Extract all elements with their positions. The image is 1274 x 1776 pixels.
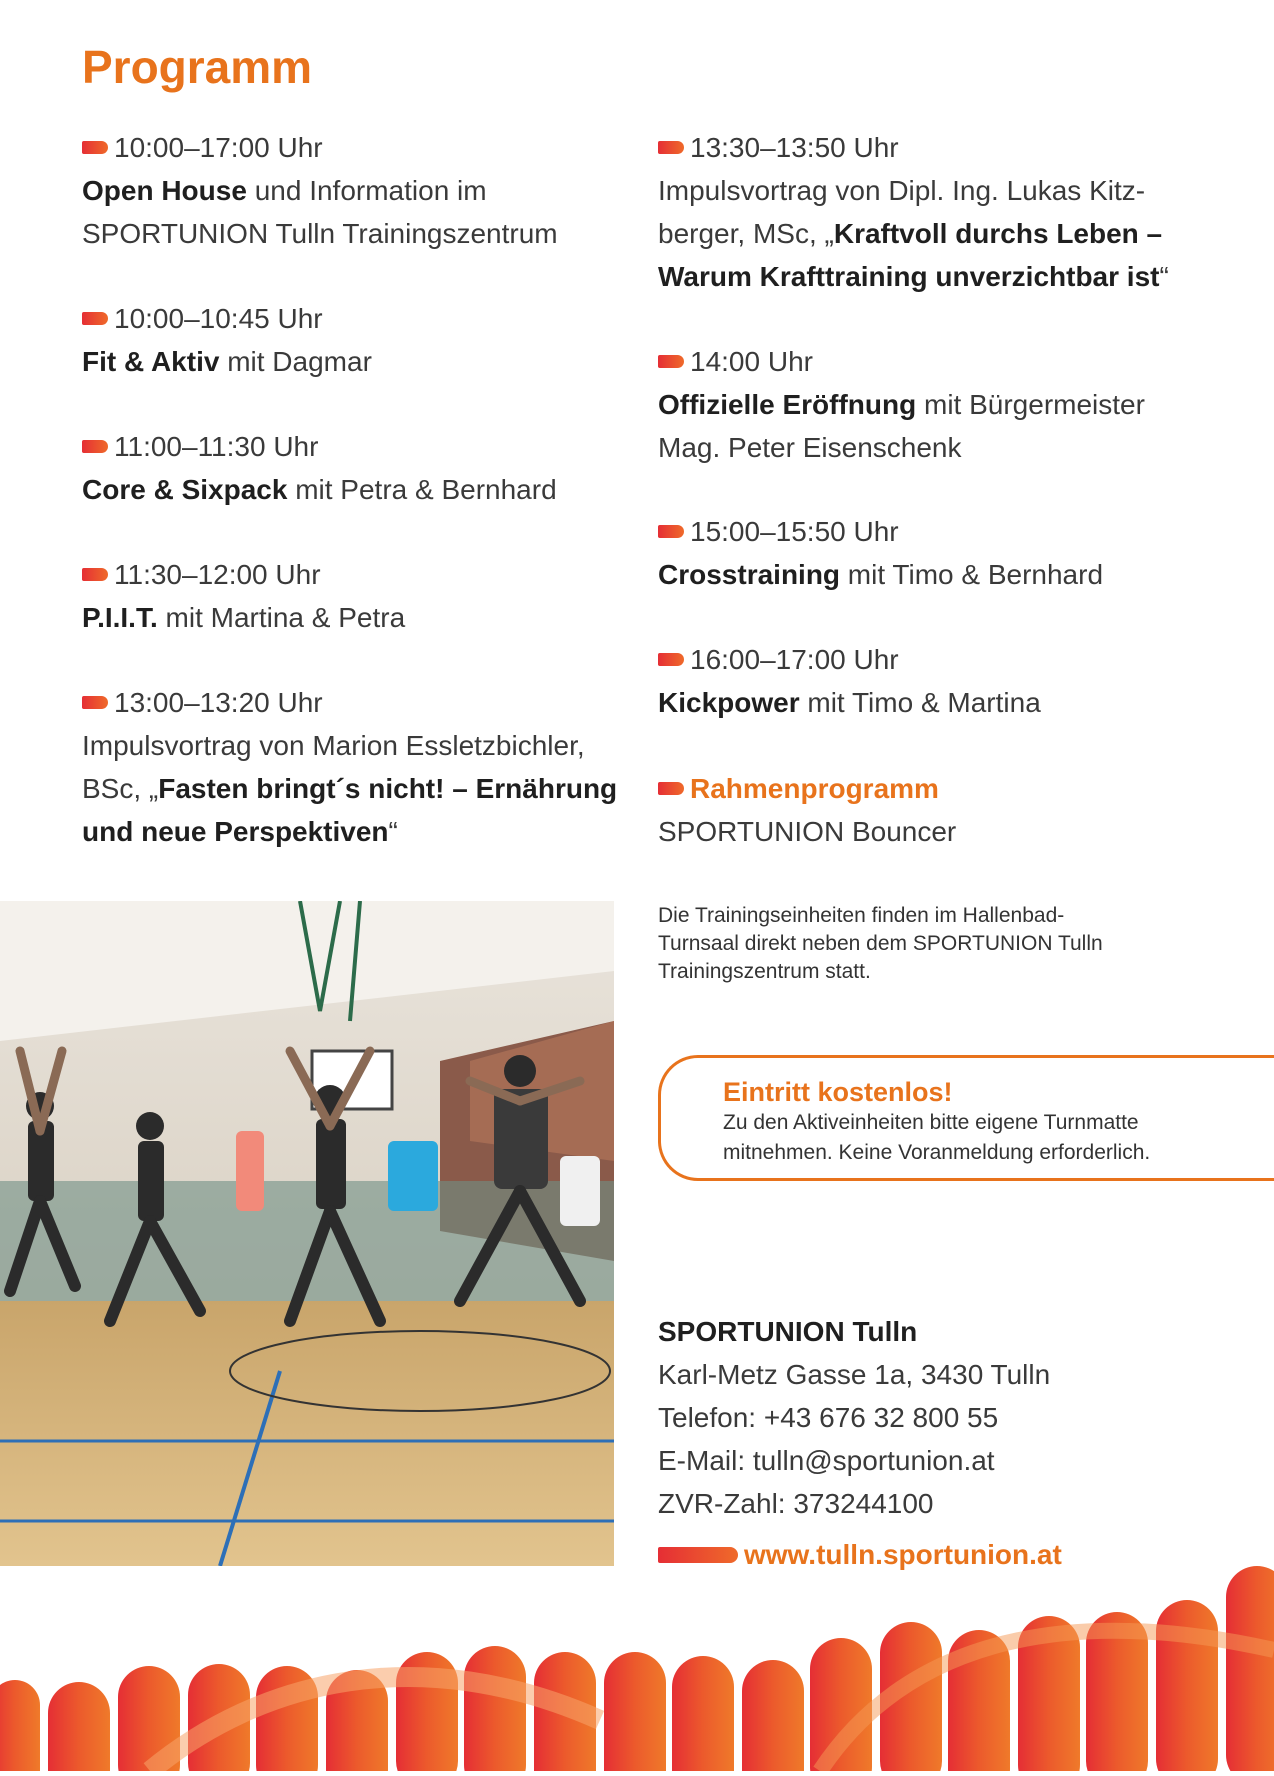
schedule-desc-end: “: [388, 816, 398, 847]
admission-box: [658, 1055, 1274, 1181]
arrow-marker-icon: [82, 568, 108, 581]
contact-phone[interactable]: Telefon: +43 676 32 800 55: [658, 1402, 999, 1433]
schedule-time: 10:00–17:00 Uhr: [114, 132, 323, 163]
schedule-item: [82, 297, 642, 383]
website-link[interactable]: www.tulln.sportunion.at: [744, 1539, 1062, 1570]
gym-group-photo: [0, 901, 614, 1566]
schedule-title: Kraftvoll durchs Leben – Warum Krafttraining unverzichtbar ist: [658, 218, 1163, 292]
schedule-item: [82, 553, 642, 639]
page-title: Programm: [82, 41, 313, 93]
schedule-desc: Impulsvortrag von Dipl. Ing. Lukas Kitz-berger, MSc, „: [658, 175, 1146, 249]
arrow-marker-icon: [658, 653, 684, 666]
schedule-title: Offizielle Eröffnung: [658, 389, 917, 420]
arrow-marker-icon: [82, 141, 108, 154]
schedule-desc: Impulsvortrag von Marion Essletzbichler, BSc, „: [82, 730, 585, 804]
contact-address: Karl-Metz Gasse 1a, 3430 Tulln: [658, 1359, 1051, 1390]
schedule-time: 13:00–13:20 Uhr: [114, 687, 323, 718]
admission-text: Zu den Aktiveinheiten bitte eigene Turnmatte mitnehmen. Keine Voranmeldung erforderlich.: [723, 1111, 1151, 1164]
schedule-desc: mit Bürgermeister Mag. Peter Eisenschenk: [658, 389, 1145, 463]
schedule-title: Crosstraining: [658, 559, 841, 590]
arrow-marker-icon: [82, 312, 108, 325]
schedule-title: Open House: [82, 175, 247, 206]
arrow-marker-icon: [82, 696, 108, 709]
arrow-marker-icon: [658, 355, 684, 368]
schedule-desc: mit Petra & Bernhard: [287, 474, 557, 505]
schedule-label: Rahmenprogramm: [690, 773, 939, 804]
location-note: Die Trainingseinheiten finden im Hallenbad-Turnsaal direkt neben dem SPORTUNION Tulln Trainingszentrum statt.: [658, 904, 1103, 983]
contact-email[interactable]: E-Mail: tulln@sportunion.at: [658, 1445, 995, 1476]
schedule-time: 14:00 Uhr: [690, 346, 813, 377]
schedule-desc: mit Martina & Petra: [157, 602, 406, 633]
contact-org: SPORTUNION Tulln: [658, 1316, 918, 1347]
schedule-item: [82, 425, 642, 511]
contact-block: [658, 1310, 1050, 1525]
schedule-item: [658, 126, 1198, 298]
schedule-desc-end: “: [1159, 261, 1169, 292]
schedule-time: 11:00–11:30 Uhr: [114, 431, 319, 462]
schedule-time: 13:30–13:50 Uhr: [690, 132, 899, 163]
schedule-time: 11:30–12:00 Uhr: [114, 559, 321, 590]
arrow-marker-icon: [658, 782, 684, 795]
schedule-item: [82, 126, 642, 255]
schedule-time: 16:00–17:00 Uhr: [690, 644, 899, 675]
arrow-marker-icon: [82, 440, 108, 453]
arrow-marker-icon: [658, 141, 684, 154]
arrow-marker-icon: [658, 525, 684, 538]
schedule-time: 10:00–10:45 Uhr: [114, 303, 323, 334]
contact-zvr: ZVR-Zahl: 373244100: [658, 1488, 934, 1519]
schedule-item: [658, 340, 1198, 469]
schedule-item-extra: [658, 767, 1198, 853]
schedule-desc: mit Timo & Martina: [799, 687, 1041, 718]
schedule-time: 15:00–15:50 Uhr: [690, 516, 899, 547]
schedule-title: P.I.I.T.: [82, 602, 158, 633]
decorative-wave-footer: [0, 1560, 1274, 1771]
schedule-item: [82, 681, 642, 853]
schedule-title: Core & Sixpack: [82, 474, 288, 505]
admission-headline: Eintritt kostenlos!: [723, 1077, 953, 1107]
schedule-title: Fit & Aktiv: [82, 346, 220, 377]
schedule-desc: mit Timo & Bernhard: [840, 559, 1104, 590]
schedule-item: [658, 510, 1198, 596]
schedule-item: [658, 638, 1198, 724]
schedule-title: Kickpower: [658, 687, 800, 718]
schedule-desc: mit Dagmar: [219, 346, 372, 377]
schedule-title: Fasten bringt´s nicht! – Ernährung und neue Perspektiven: [82, 773, 618, 847]
schedule-desc: SPORTUNION Bouncer: [658, 816, 957, 847]
schedule-desc: und Information im SPORTUNION Tulln Trainingszentrum: [82, 175, 558, 249]
